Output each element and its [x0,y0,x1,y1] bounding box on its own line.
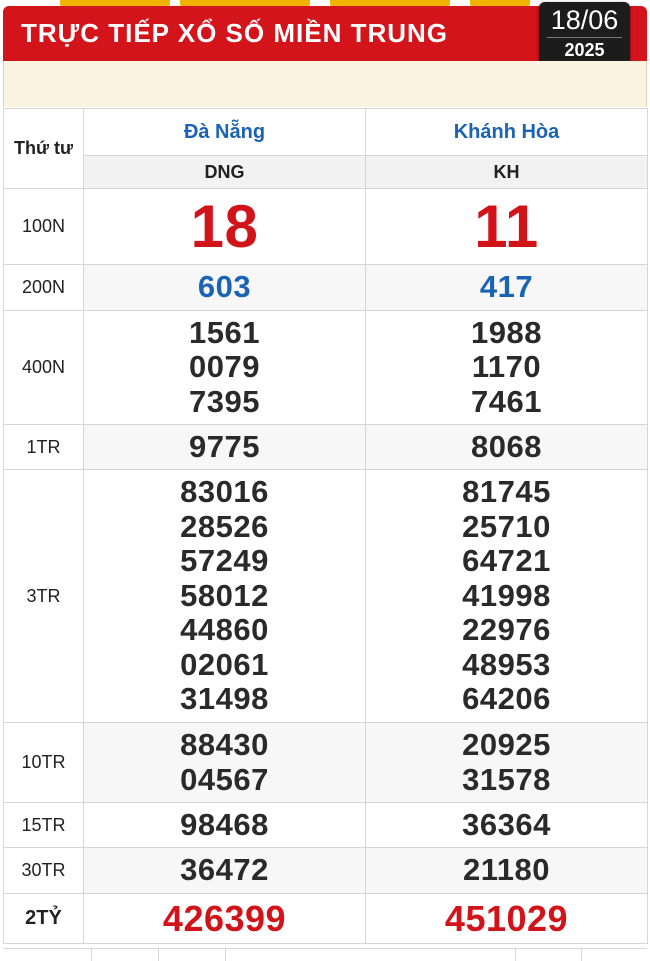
prize-number: 36364 [462,806,551,842]
province-code-khanhhoa: KH [366,156,648,189]
prize-row-15tr [4,803,648,848]
prize-number: 1170 [471,349,542,385]
prize-row-30tr [4,848,648,894]
province-name-khanhhoa[interactable]: Khánh Hòa [366,109,648,156]
prize-number: 1988 [471,314,542,350]
province-code-danang: DNG [84,156,366,189]
prize-number: 0079 [189,349,260,385]
prize-number: 1561 [189,314,260,350]
prize-number: 36472 [180,852,269,888]
prize-row-100n [4,189,648,265]
divider [91,949,92,961]
prize-row-1tr [4,425,648,470]
province-code-row [4,156,648,189]
prize-cell [84,311,366,425]
page-title: TRỰC TIẾP XỔ SỐ MIỀN TRUNG [21,18,449,48]
prize-cell [84,803,366,848]
divider [581,949,582,961]
province-row [4,109,648,156]
prize-label: 15TR [4,803,84,848]
prize-number: 88430 [180,727,269,762]
prize-label: 100N [4,189,84,265]
prize-cell [84,265,366,311]
prize-label: 200N [4,265,84,311]
prize-number: 81745 [462,474,551,510]
prize-number: 11 [474,192,539,260]
prize-label: 400N [4,311,84,425]
prize-number: 04567 [180,761,269,797]
prize-number: 7395 [189,383,260,419]
prize-cell [84,425,366,470]
prize-cell [366,848,648,894]
prize-number: 31578 [462,761,551,797]
date-year: 2025 [547,37,622,62]
province-name-danang[interactable]: Đà Nẵng [84,109,366,156]
divider [225,949,226,961]
prize-label: 1TR [4,425,84,470]
prize-cell [366,803,648,848]
prize-cell [84,894,366,944]
prize-cell [366,311,648,425]
date-badge [539,2,630,66]
divider [158,949,159,961]
prize-number: 98468 [180,806,269,842]
prize-row-special [4,894,648,944]
prize-number: 7461 [471,383,542,419]
results-table [3,108,648,944]
prize-number: 58012 [180,577,269,613]
prize-cell [84,189,366,265]
prize-cell [366,470,648,723]
prize-cell [366,723,648,803]
info-strip [3,61,647,107]
prize-number: 44860 [180,612,269,648]
prize-number: 02061 [180,646,269,682]
prize-cell [366,425,648,470]
prize-label: 2TỶ [4,894,84,944]
prize-cell [84,723,366,803]
divider [515,949,516,961]
prize-number: 417 [479,269,534,305]
prize-cell [366,265,648,311]
prize-row-400n [4,311,648,425]
prize-number: 8068 [471,428,542,464]
prize-cell [84,470,366,723]
prize-number: 64721 [462,543,551,579]
prize-number: 9775 [189,428,260,464]
date-day: 18/06 [550,5,619,35]
prize-label: 3TR [4,470,84,723]
prize-cell [366,189,648,265]
prize-number: 57249 [180,543,269,579]
prize-number: 28526 [180,508,269,544]
prize-row-200n [4,265,648,311]
bottom-strip [3,948,647,961]
prize-number: 64206 [462,681,551,717]
prize-number: 48953 [462,646,551,682]
prize-row-10tr [4,723,648,803]
prize-number: 41998 [462,577,551,613]
prize-number: 603 [197,269,252,305]
prize-number: 83016 [180,474,269,510]
prize-number: 22976 [462,612,551,648]
prize-number: 451029 [444,897,569,939]
prize-number: 18 [190,192,259,260]
prize-cell [366,894,648,944]
prize-label: 10TR [4,723,84,803]
prize-number: 21180 [463,852,550,888]
prize-number: 25710 [462,508,551,544]
prize-cell [84,848,366,894]
prize-number: 426399 [162,897,287,939]
day-label: Thứ tư [4,109,84,189]
prize-label: 30TR [4,848,84,894]
prize-number: 31498 [180,681,269,717]
prize-row-3tr [4,470,648,723]
prize-number: 20925 [462,727,551,762]
